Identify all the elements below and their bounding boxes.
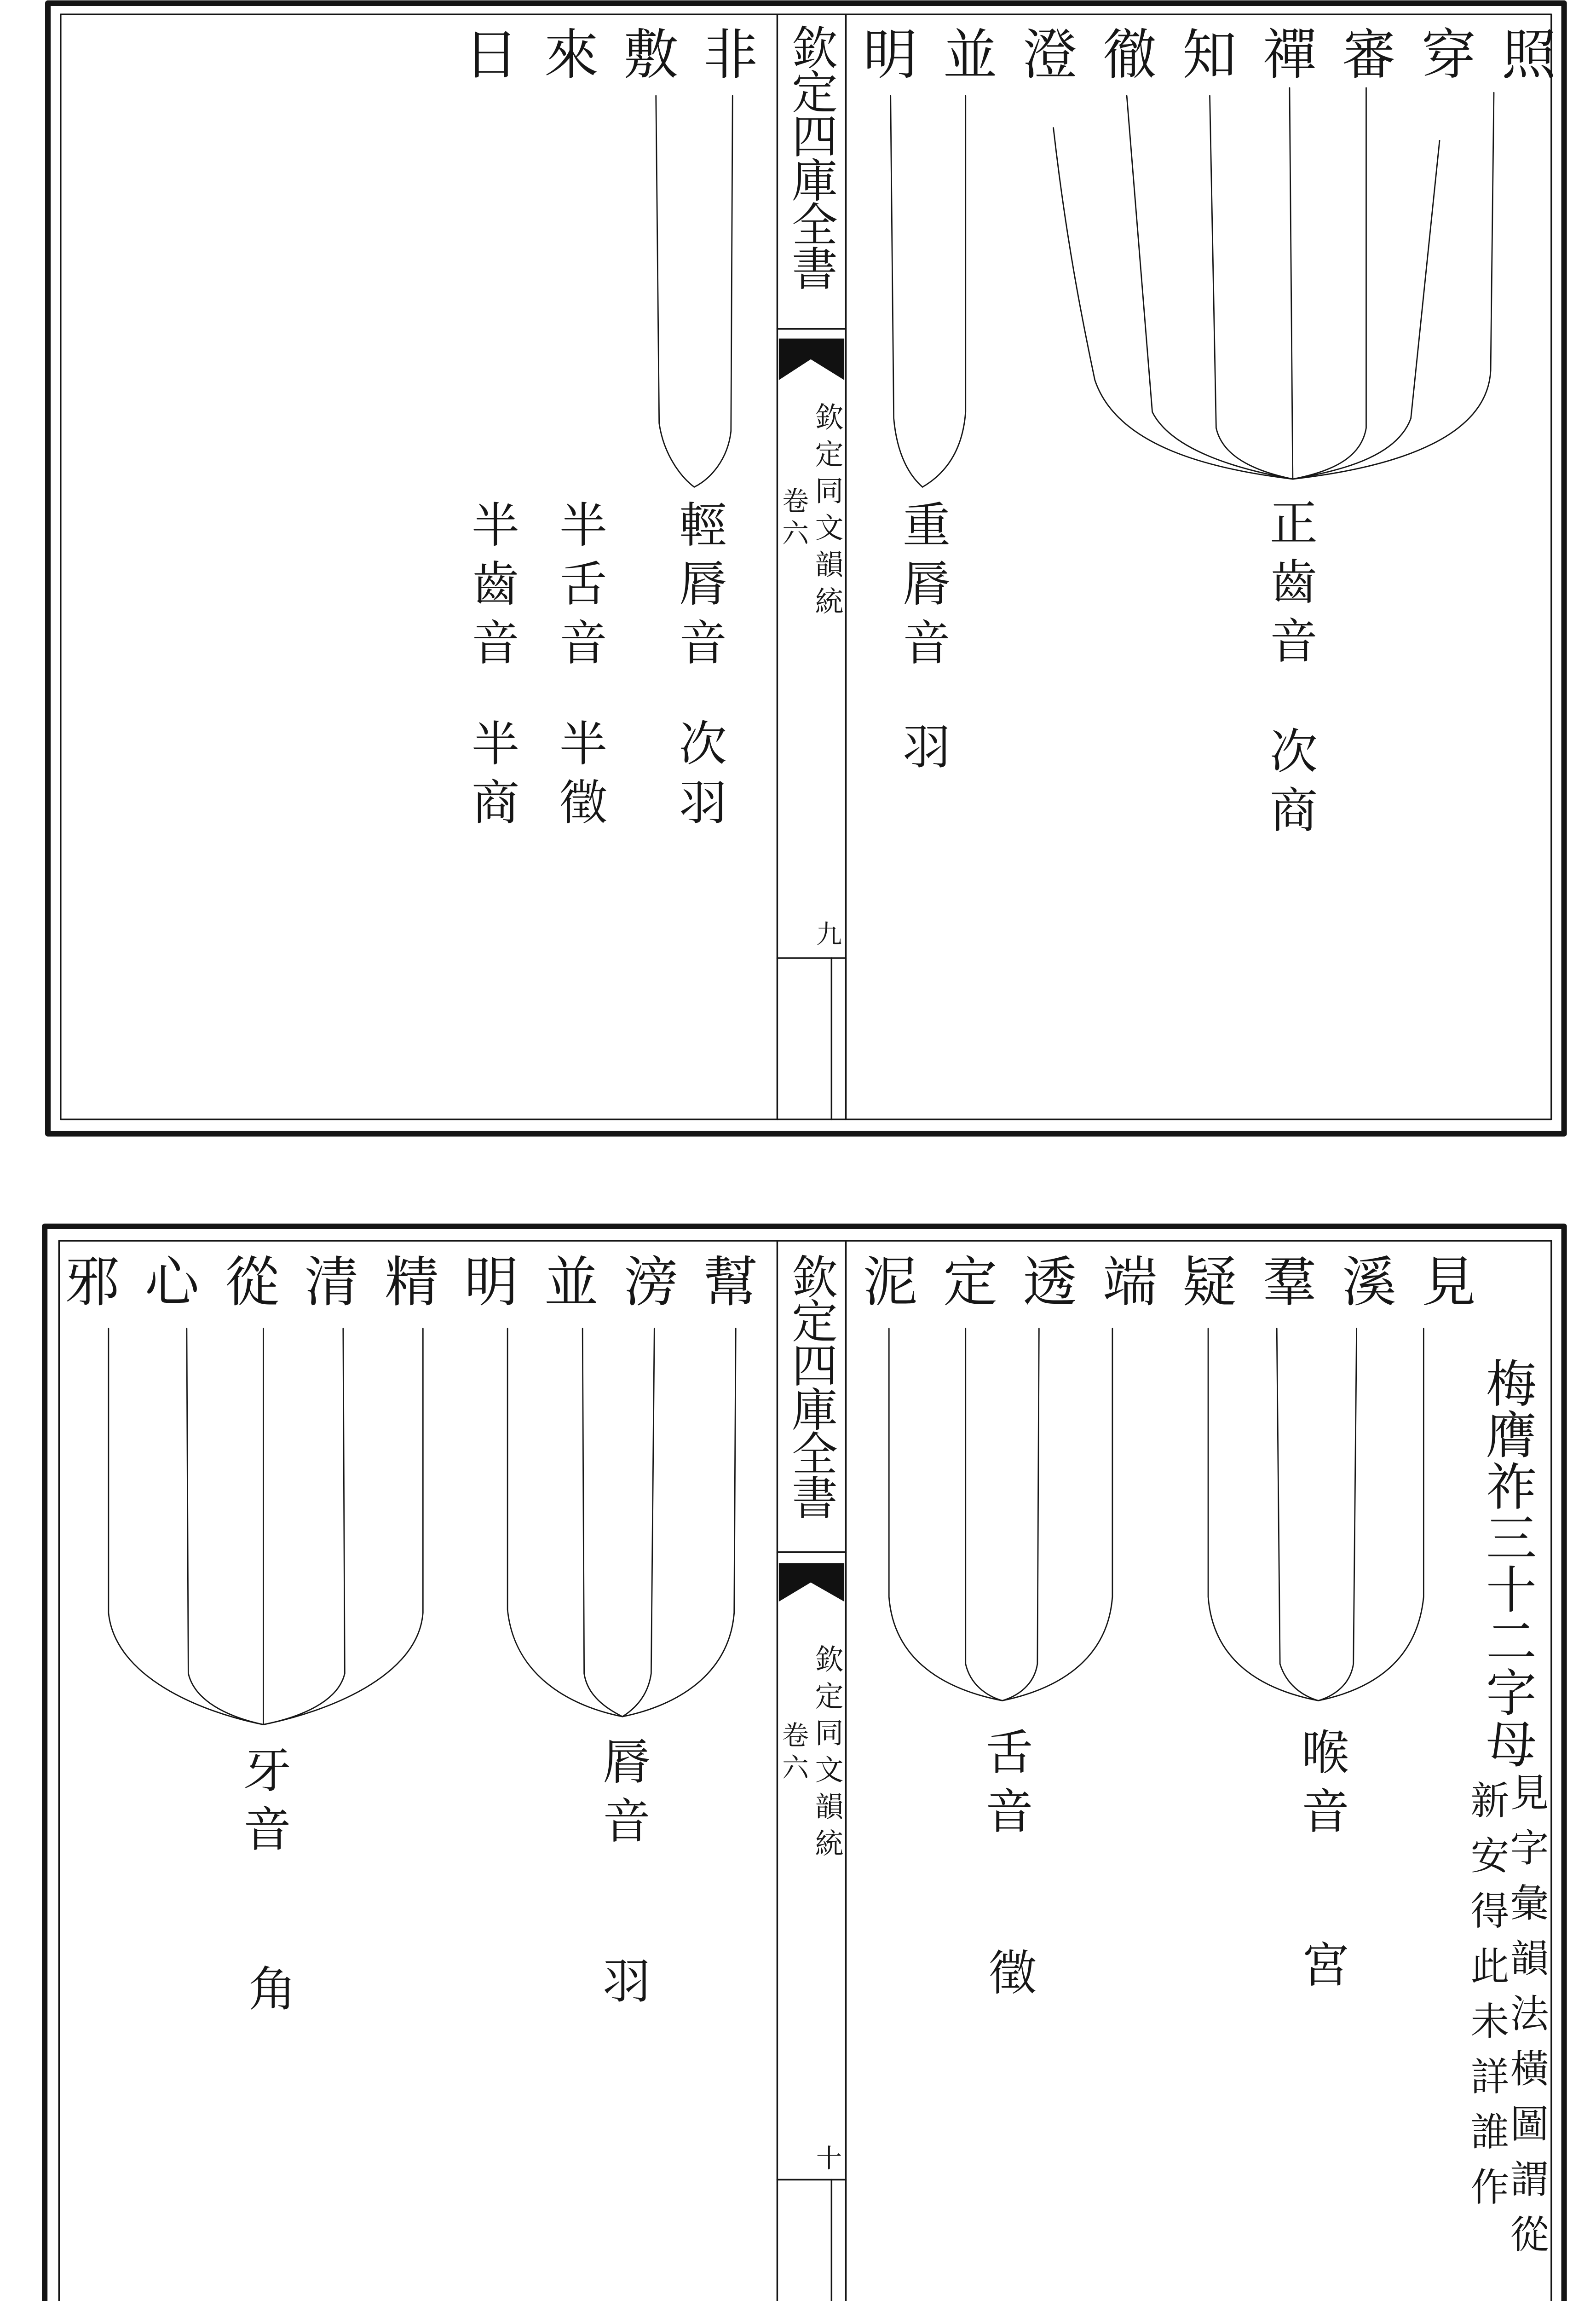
bracket-line xyxy=(1003,1329,1039,1700)
initial-char: 知 xyxy=(1173,26,1237,80)
side-note-gloss-right: 見字彙韻法橫圖謂從 xyxy=(1504,1772,1549,2269)
initial-char: 來 xyxy=(535,26,599,80)
articulation-label: 牙音 xyxy=(235,1745,291,1863)
spine-book-title: 欽定四庫全書 xyxy=(784,24,838,289)
articulation-label: 喉音 xyxy=(1293,1727,1349,1845)
tone-label: 徵 xyxy=(980,1948,1037,2006)
bracket-lines-ya xyxy=(109,1329,423,1725)
articulation-label: 舌音 xyxy=(977,1727,1033,1845)
bracket-line xyxy=(656,96,694,487)
bracket-line xyxy=(1003,1329,1112,1700)
bracket-line xyxy=(1318,1329,1423,1700)
bracket-line xyxy=(1127,96,1293,479)
initial-char: 並 xyxy=(535,1253,599,1307)
bracket-lines-chun xyxy=(507,1329,736,1717)
initial-char: 溪 xyxy=(1333,1253,1396,1307)
bracket-line xyxy=(622,1329,736,1717)
bracket-lines-she xyxy=(889,1329,1112,1700)
spine-volume: 卷六 xyxy=(778,1721,809,1786)
articulation-label: 脣音 xyxy=(594,1737,651,1855)
articulation-label: 半舌音 xyxy=(551,500,607,676)
bracket-line xyxy=(1054,128,1293,479)
side-note-gloss-left: 新安得此未詳誰作 xyxy=(1464,1780,1510,2222)
initial-char: 定 xyxy=(934,1253,997,1307)
bracket-line xyxy=(507,1329,622,1717)
bracket-line xyxy=(1210,96,1293,479)
bracket-line xyxy=(109,1329,263,1725)
bottom-fishtail-mark xyxy=(779,1563,844,1601)
spine-work-title: 欽定同文韻統 xyxy=(810,402,844,623)
initial-char: 徹 xyxy=(1094,26,1157,80)
tone-label: 半商 xyxy=(463,718,519,836)
bracket-line xyxy=(263,1329,345,1725)
bracket-lines-zhong-chun xyxy=(891,96,966,487)
initial-char: 羣 xyxy=(1253,1253,1317,1307)
bracket-line xyxy=(694,96,732,487)
articulation-label: 輕脣音 xyxy=(671,500,727,676)
initial-char: 泥 xyxy=(854,1253,917,1307)
bracket-lines-qing-chun xyxy=(656,96,733,487)
bracket-lines-zheng-chi xyxy=(1054,88,1494,479)
top-fishtail-mark xyxy=(779,339,844,380)
tone-label: 次羽 xyxy=(671,718,727,836)
initial-char: 並 xyxy=(934,26,997,80)
bracket-line xyxy=(582,1329,622,1717)
tone-label: 宮 xyxy=(1293,1940,1349,1999)
bracket-line xyxy=(622,1329,654,1717)
bracket-line xyxy=(187,1329,264,1725)
initial-char: 敷 xyxy=(615,26,678,80)
bracket-line xyxy=(1293,93,1494,479)
initial-char: 日 xyxy=(455,26,519,80)
bracket-line xyxy=(922,96,966,487)
tone-label: 羽 xyxy=(894,722,951,780)
spine-leaf-number: 十 xyxy=(812,2145,842,2170)
articulation-label: 正齒音 xyxy=(1262,498,1318,675)
initial-char: 滂 xyxy=(615,1253,678,1307)
side-note-title: 梅膺祚三十二字母 xyxy=(1478,1357,1537,1769)
initial-char: 照 xyxy=(1492,26,1556,80)
tone-label: 半徵 xyxy=(551,718,607,836)
spine-book-title: 欽定四庫全書 xyxy=(784,1253,838,1518)
tone-label: 次商 xyxy=(1262,726,1318,844)
initial-char: 疑 xyxy=(1173,1253,1237,1307)
initial-char: 幫 xyxy=(694,1253,758,1307)
bracket-line xyxy=(1293,88,1366,479)
articulation-label: 重脣音 xyxy=(894,500,951,676)
initial-char: 端 xyxy=(1094,1253,1157,1307)
initial-char: 清 xyxy=(295,1253,359,1307)
initial-char: 穿 xyxy=(1412,26,1476,80)
bracket-line xyxy=(1290,88,1293,479)
bracket-lines-hou xyxy=(1208,1329,1423,1700)
bracket-line xyxy=(1208,1329,1318,1700)
spine-volume: 卷六 xyxy=(778,487,809,551)
initial-char: 透 xyxy=(1014,1253,1077,1307)
bracket-line xyxy=(889,1329,1002,1700)
initial-char: 非 xyxy=(694,26,758,80)
initial-char: 明 xyxy=(455,1253,519,1307)
bracket-line xyxy=(966,1329,1003,1700)
tone-label: 羽 xyxy=(594,1956,651,2015)
bracket-line xyxy=(891,96,922,487)
initial-char: 審 xyxy=(1333,26,1396,80)
initial-char: 從 xyxy=(216,1253,279,1307)
initial-char: 見 xyxy=(1412,1253,1476,1307)
bracket-line xyxy=(1277,1329,1318,1700)
initial-char: 禪 xyxy=(1253,26,1317,80)
bracket-line xyxy=(1318,1329,1356,1700)
initial-char: 明 xyxy=(854,26,917,80)
initial-char: 邪 xyxy=(56,1253,120,1307)
initial-char: 精 xyxy=(375,1253,439,1307)
spine-leaf-number: 九 xyxy=(812,920,842,946)
spine-work-title: 欽定同文韻統 xyxy=(810,1644,844,1865)
initial-char: 心 xyxy=(136,1253,199,1307)
articulation-label: 半齒音 xyxy=(463,500,519,676)
tone-label: 角 xyxy=(240,1964,296,2023)
initial-char: 澄 xyxy=(1014,26,1077,80)
